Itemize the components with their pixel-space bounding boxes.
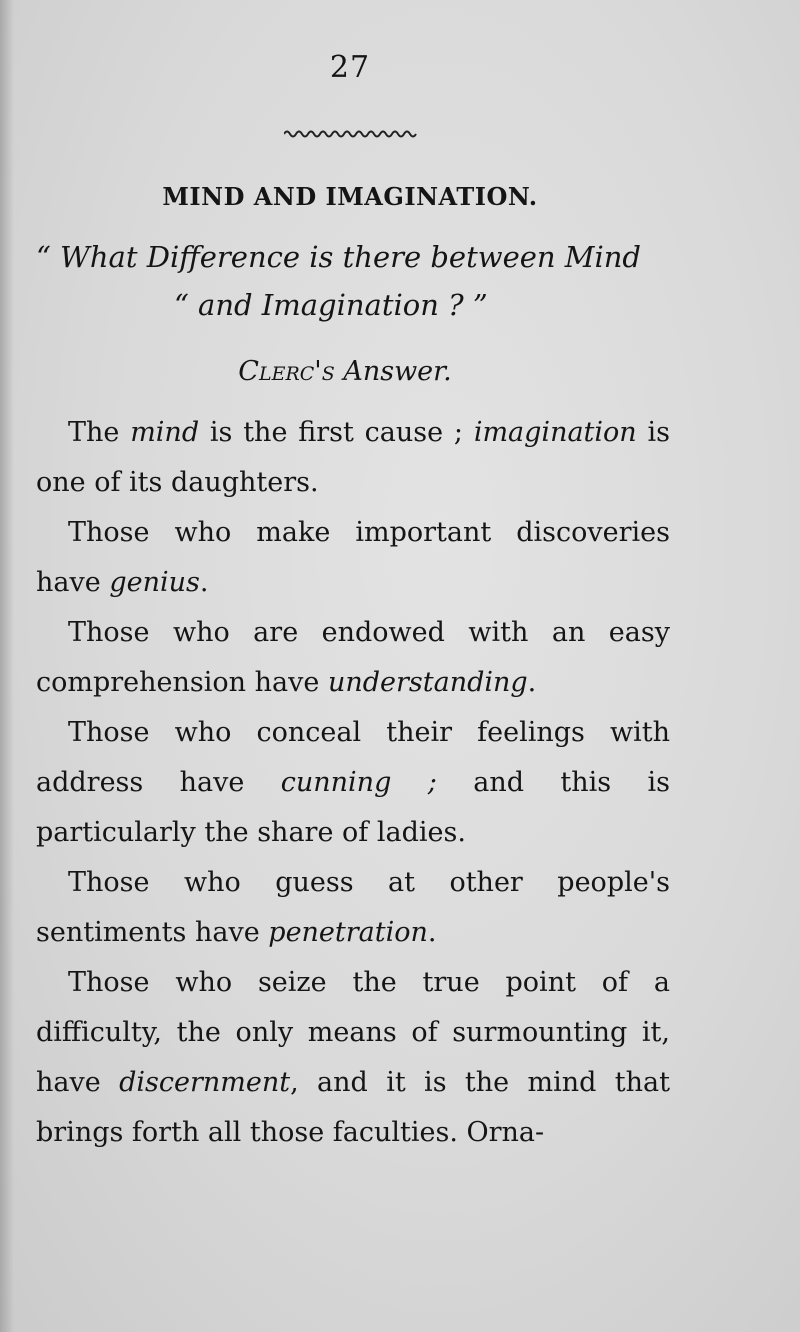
answer-author: Clerc's	[238, 356, 335, 387]
emphasized-term: cunning ;	[280, 767, 437, 798]
page-number: 27	[329, 50, 371, 85]
question-line-1: “ What Difference is there between Mind	[36, 240, 641, 274]
emphasized-term: imagination	[473, 417, 637, 448]
paragraph-text: The	[68, 417, 131, 448]
paragraph-text: is the first cause ;	[199, 417, 474, 448]
paragraph-text: .	[527, 667, 537, 698]
ornament-divider	[284, 128, 420, 140]
answer-word: Answer.	[343, 356, 452, 387]
paragraph	[36, 508, 670, 608]
paragraph-text: Those who conceal their feelings with address have	[36, 717, 670, 798]
paragraph	[36, 958, 670, 1158]
emphasized-term: genius	[109, 567, 200, 598]
paragraph	[36, 408, 670, 508]
paragraph-text: Those who guess at other people's sentiments have	[36, 867, 670, 948]
paragraph-text: .	[427, 917, 437, 948]
paragraph-text: .	[199, 567, 209, 598]
section-heading: MIND AND IMAGINATION.	[162, 182, 538, 211]
paragraph-text: is one of its daughters.	[36, 417, 670, 498]
body-text	[36, 408, 670, 1158]
paragraph	[36, 608, 670, 708]
paragraph	[36, 708, 670, 858]
emphasized-term: penetration	[268, 917, 428, 948]
paragraph-text: Those who are endowed with an easy comprehension have	[36, 617, 670, 698]
paragraph-text: Those who make important discoveries have	[36, 517, 670, 598]
emphasized-term: understanding	[327, 667, 528, 698]
emphasized-term: discernment	[119, 1067, 291, 1098]
emphasized-term: mind	[130, 417, 200, 448]
paragraph-text: and this is particularly the share of ladies.	[36, 767, 670, 848]
paragraph	[36, 858, 670, 958]
question-line-2: “ and Imagination ? ”	[174, 288, 488, 322]
answer-heading	[0, 356, 690, 387]
paragraph-text: Those who seize the true point of a difficulty, the only means of surmounting it, have	[36, 967, 670, 1098]
paragraph-text: , and it is the mind that brings forth all those faculties. Orna-	[36, 1067, 670, 1148]
